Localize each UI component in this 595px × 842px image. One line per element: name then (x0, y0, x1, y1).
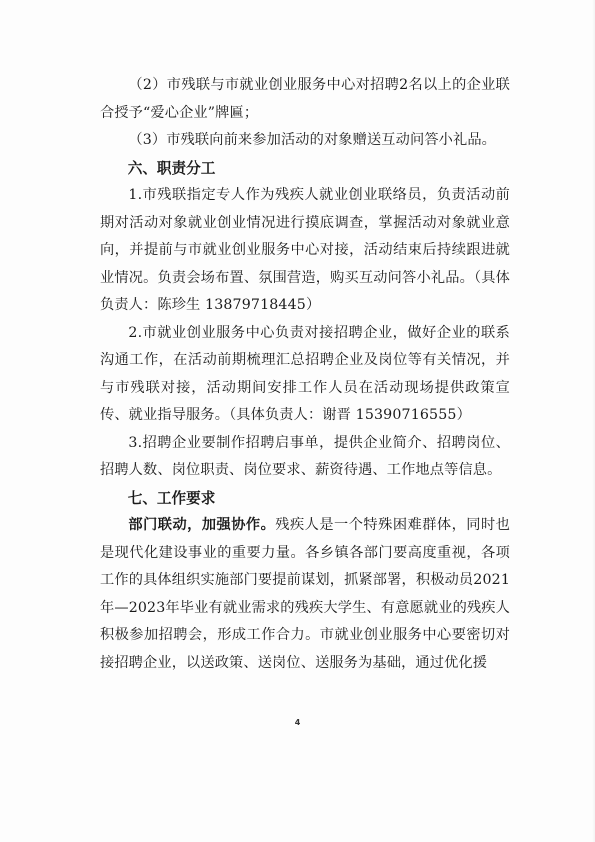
section6-item-2: 2.市就业创业服务中心负责对接招聘企业，做好企业的联系沟通工作，在活动前期梳理汇总招聘企业及岗位等有关情况，并与市残联对接，活动期间安排工作人员在活动现场提供政策宣传、就业指导服务。（具体负责人：谢晋 15390716555） (100, 324, 510, 423)
section7-lead: 部门联动，加强协作。 (128, 517, 276, 533)
section7-paragraph (100, 512, 510, 677)
section6-item-1: 1.市残联指定专人作为残疾人就业创业联络员，负责活动前期对活动对象就业创业情况进行摸底调查，掌握活动对象就业意向，并提前与市就业创业服务中心对接，活动结束后持续跟进就业情况。负责会场布置、氛围营造，购买互动问答小礼品。（具体负责人：陈珍生 13879718445） (100, 187, 510, 313)
section7-body: 残疾人是一个特殊困难群体，同时也是现代化建设事业的重要力量。各乡镇各部门要高度重视，各项工作的具体组织实施部门要提前谋划，抓紧部署，积极动员2021年—2023年毕业有就业需求的残疾大学生、有意愿就业的残疾人积极参加招聘会，形成工作合力。市就业创业服务中心要密切对接招聘企业，以送政策、送岗位、送服务为基础，通过优化援 (100, 517, 510, 671)
section6-item-3: 3.招聘企业要制作招聘启事单，提供企业简介、招聘岗位、招聘人数、岗位职责、岗位要求、薪资待遇、工作地点等信息。 (100, 434, 510, 478)
section5-item-2: （2）市残联与市就业创业服务中心对招聘2名以上的企业联合授予“爱心企业”牌匾； (100, 77, 510, 121)
section6-heading: 六、职责分工 (127, 159, 216, 177)
document-body (100, 72, 510, 677)
page-number: 4 (294, 718, 301, 727)
section7-heading: 七、工作要求 (127, 489, 216, 507)
section5-item-3: （3）市残联向前来参加活动的对象赠送互动问答小礼品。 (128, 132, 497, 148)
